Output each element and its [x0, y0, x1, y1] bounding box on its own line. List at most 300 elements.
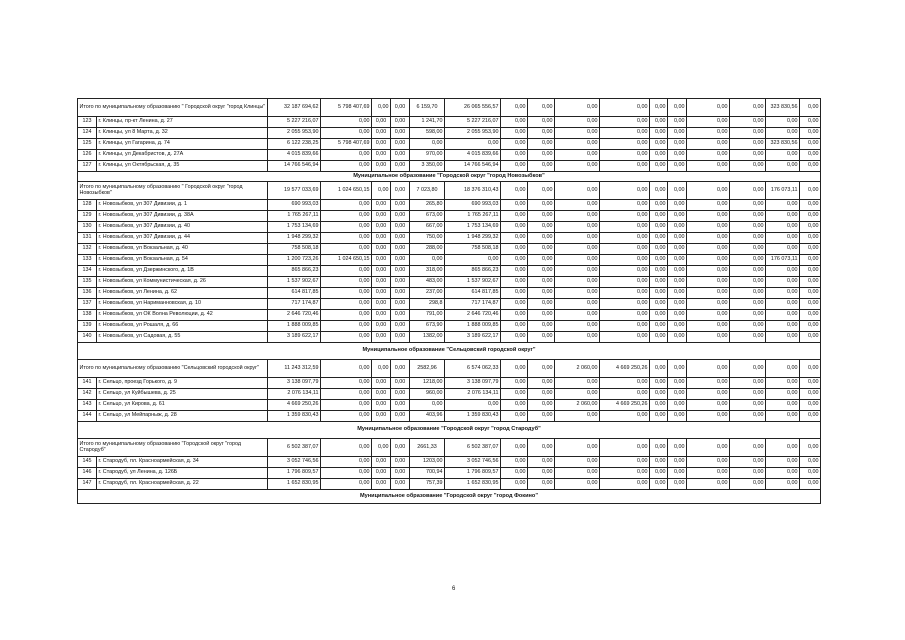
value-cell: 0,00 — [372, 255, 391, 266]
value-cell: 0,00 — [687, 400, 730, 411]
capital-repair-table — [77, 98, 821, 504]
value-cell: 0,00 — [730, 332, 766, 343]
total-cell: 0,00 — [730, 439, 766, 457]
value-cell: 318,00 — [410, 266, 445, 277]
value-cell: 0,00 — [600, 266, 650, 277]
value-cell: 0,00 — [410, 139, 445, 150]
value-cell: 0,00 — [800, 244, 821, 255]
section-total-row — [78, 182, 821, 200]
value-cell: 0,00 — [600, 128, 650, 139]
value-cell: 0,00 — [501, 200, 528, 211]
row-number: 128 — [78, 200, 97, 211]
value-cell: 0,00 — [600, 211, 650, 222]
total-cell: 7 023,80 — [410, 182, 445, 200]
value-cell: 0,00 — [321, 288, 372, 299]
value-cell: 0,00 — [528, 277, 555, 288]
value-cell: 1 241,70 — [410, 117, 445, 128]
total-cell: 0,00 — [528, 360, 555, 378]
row-number: 137 — [78, 299, 97, 310]
value-cell: 0,00 — [501, 161, 528, 172]
total-cell: 0,00 — [372, 99, 391, 117]
value-cell: 0,00 — [372, 139, 391, 150]
table-row — [78, 222, 821, 233]
value-cell: 0,00 — [730, 277, 766, 288]
value-cell: 0,00 — [800, 332, 821, 343]
value-cell: 0,00 — [687, 332, 730, 343]
total-cell: 5 798 407,69 — [321, 99, 372, 117]
value-cell: 0,00 — [600, 479, 650, 490]
value-cell: 0,00 — [650, 266, 668, 277]
value-cell: 0,00 — [372, 389, 391, 400]
section-heading: Муниципальное образование "Городской округ "город Фокино" — [78, 490, 821, 504]
row-number: 145 — [78, 457, 97, 468]
value-cell: 0,00 — [730, 321, 766, 332]
value-cell: 0,00 — [321, 468, 372, 479]
value-cell: 0,00 — [321, 128, 372, 139]
value-cell: 0,00 — [730, 389, 766, 400]
value-cell: 0,00 — [391, 277, 410, 288]
value-cell: 0,00 — [555, 222, 600, 233]
value-cell: 0,00 — [650, 321, 668, 332]
value-cell: 0,00 — [687, 468, 730, 479]
row-number: 147 — [78, 479, 97, 490]
value-cell: 0,00 — [445, 255, 501, 266]
value-cell: 0,00 — [668, 222, 687, 233]
value-cell: 0,00 — [391, 299, 410, 310]
value-cell: 0,00 — [555, 479, 600, 490]
total-cell: 2661,33 — [410, 439, 445, 457]
section-total-row — [78, 99, 821, 117]
value-cell: 0,00 — [321, 299, 372, 310]
row-number: 125 — [78, 139, 97, 150]
value-cell: 614 817,85 — [445, 288, 501, 299]
value-cell: 0,00 — [410, 255, 445, 266]
table-row — [78, 117, 821, 128]
value-cell: 0,00 — [800, 457, 821, 468]
value-cell: 0,00 — [555, 389, 600, 400]
value-cell: 0,00 — [501, 150, 528, 161]
value-cell: 1 652 830,95 — [268, 479, 321, 490]
value-cell: 0,00 — [650, 233, 668, 244]
total-cell: 0,00 — [600, 439, 650, 457]
value-cell: 0,00 — [650, 255, 668, 266]
value-cell: 0,00 — [528, 117, 555, 128]
value-cell: 0,00 — [687, 266, 730, 277]
value-cell: 323 830,56 — [766, 139, 800, 150]
value-cell: 0,00 — [687, 211, 730, 222]
address-cell: г. Новозыбков, ул Вокзальная, д. 54 — [97, 255, 268, 266]
total-cell: 0,00 — [687, 439, 730, 457]
total-cell: 0,00 — [555, 99, 600, 117]
value-cell: 0,00 — [766, 266, 800, 277]
row-number: 124 — [78, 128, 97, 139]
value-cell: 970,00 — [410, 150, 445, 161]
value-cell: 0,00 — [528, 479, 555, 490]
value-cell: 0,00 — [321, 222, 372, 233]
value-cell: 0,00 — [555, 378, 600, 389]
value-cell: 0,00 — [687, 255, 730, 266]
value-cell: 0,00 — [528, 233, 555, 244]
value-cell: 0,00 — [687, 117, 730, 128]
value-cell: 0,00 — [372, 211, 391, 222]
value-cell: 0,00 — [528, 310, 555, 321]
value-cell: 0,00 — [766, 288, 800, 299]
total-cell: 0,00 — [800, 439, 821, 457]
address-cell: г. Новозыбков, ул Садовая, д. 55 — [97, 332, 268, 343]
value-cell: 0,00 — [528, 332, 555, 343]
value-cell: 0,00 — [730, 150, 766, 161]
total-cell: 0,00 — [668, 360, 687, 378]
value-cell: 14 766 546,94 — [445, 161, 501, 172]
total-cell: 0,00 — [687, 99, 730, 117]
value-cell: 0,00 — [730, 244, 766, 255]
row-number: 126 — [78, 150, 97, 161]
value-cell: 0,00 — [321, 479, 372, 490]
value-cell: 0,00 — [668, 378, 687, 389]
value-cell: 0,00 — [501, 299, 528, 310]
value-cell: 0,00 — [766, 468, 800, 479]
value-cell: 0,00 — [600, 288, 650, 299]
total-cell: 2582,96 — [410, 360, 445, 378]
total-label: Итого по муниципальному образованию "Сельцовский городской округ" — [78, 360, 268, 378]
value-cell: 1 765 267,11 — [445, 211, 501, 222]
value-cell: 0,00 — [730, 411, 766, 422]
total-cell: 0,00 — [668, 182, 687, 200]
address-cell: г. Клинцы, ул Гагарина, д. 74 — [97, 139, 268, 150]
value-cell: 1 753 134,69 — [268, 222, 321, 233]
table-row — [78, 139, 821, 150]
table-body — [78, 99, 821, 504]
value-cell: 0,00 — [687, 479, 730, 490]
total-cell: 0,00 — [391, 99, 410, 117]
value-cell: 0,00 — [501, 233, 528, 244]
value-cell: 0,00 — [321, 211, 372, 222]
value-cell: 0,00 — [391, 321, 410, 332]
total-cell: 0,00 — [528, 182, 555, 200]
total-cell: 6 502 387,07 — [445, 439, 501, 457]
value-cell: 0,00 — [730, 117, 766, 128]
value-cell: 0,00 — [600, 277, 650, 288]
value-cell: 0,00 — [321, 400, 372, 411]
table-row — [78, 200, 821, 211]
value-cell: 673,90 — [410, 321, 445, 332]
value-cell: 0,00 — [391, 389, 410, 400]
value-cell: 0,00 — [650, 128, 668, 139]
value-cell: 0,00 — [687, 233, 730, 244]
value-cell: 0,00 — [766, 389, 800, 400]
value-cell: 0,00 — [800, 161, 821, 172]
address-cell: г. Новозыбков, ул Нариманновская, д. 10 — [97, 299, 268, 310]
value-cell: 0,00 — [372, 233, 391, 244]
value-cell: 0,00 — [668, 128, 687, 139]
value-cell: 0,00 — [800, 266, 821, 277]
value-cell: 0,00 — [501, 400, 528, 411]
value-cell: 483,00 — [410, 277, 445, 288]
value-cell: 0,00 — [600, 389, 650, 400]
value-cell: 0,00 — [555, 128, 600, 139]
value-cell: 0,00 — [668, 244, 687, 255]
value-cell: 0,00 — [528, 128, 555, 139]
value-cell: 0,00 — [800, 310, 821, 321]
value-cell: 0,00 — [528, 211, 555, 222]
value-cell: 0,00 — [372, 200, 391, 211]
value-cell: 0,00 — [445, 400, 501, 411]
value-cell: 0,00 — [600, 244, 650, 255]
value-cell: 0,00 — [650, 222, 668, 233]
value-cell: 1 796 809,57 — [268, 468, 321, 479]
value-cell: 265,80 — [410, 200, 445, 211]
value-cell: 0,00 — [650, 277, 668, 288]
value-cell: 0,00 — [321, 266, 372, 277]
value-cell: 0,00 — [372, 150, 391, 161]
value-cell: 0,00 — [501, 222, 528, 233]
total-cell: 0,00 — [555, 439, 600, 457]
value-cell: 0,00 — [321, 233, 372, 244]
value-cell: 0,00 — [730, 288, 766, 299]
value-cell: 0,00 — [391, 378, 410, 389]
total-cell: 0,00 — [372, 182, 391, 200]
value-cell: 0,00 — [528, 200, 555, 211]
total-cell: 0,00 — [650, 182, 668, 200]
value-cell: 1218,00 — [410, 378, 445, 389]
total-cell: 0,00 — [501, 360, 528, 378]
value-cell: 0,00 — [555, 233, 600, 244]
value-cell: 0,00 — [687, 128, 730, 139]
value-cell: 0,00 — [555, 211, 600, 222]
value-cell: 0,00 — [321, 389, 372, 400]
table-row — [78, 150, 821, 161]
value-cell: 0,00 — [650, 457, 668, 468]
value-cell: 0,00 — [687, 277, 730, 288]
section-total-row — [78, 439, 821, 457]
value-cell: 0,00 — [668, 400, 687, 411]
value-cell: 0,00 — [766, 161, 800, 172]
value-cell: 865 866,23 — [445, 266, 501, 277]
value-cell: 403,96 — [410, 411, 445, 422]
value-cell: 0,00 — [391, 244, 410, 255]
row-number: 130 — [78, 222, 97, 233]
value-cell: 0,00 — [555, 299, 600, 310]
value-cell: 0,00 — [730, 255, 766, 266]
value-cell: 0,00 — [528, 378, 555, 389]
value-cell: 0,00 — [501, 244, 528, 255]
total-label: Итого по муниципальному образованию "Городской округ "город Стародуб" — [78, 439, 268, 457]
value-cell: 0,00 — [372, 332, 391, 343]
value-cell: 1 765 267,11 — [268, 211, 321, 222]
total-cell: 0,00 — [800, 360, 821, 378]
value-cell: 0,00 — [391, 468, 410, 479]
value-cell: 0,00 — [372, 288, 391, 299]
address-cell: г. Новозыбков, ул 307 Дивизии, д. 1 — [97, 200, 268, 211]
value-cell: 0,00 — [372, 400, 391, 411]
row-number: 135 — [78, 277, 97, 288]
address-cell: г. Клинцы, пр-кт Ленина, д. 27 — [97, 117, 268, 128]
value-cell: 0,00 — [321, 310, 372, 321]
value-cell: 5 227 216,07 — [268, 117, 321, 128]
value-cell: 0,00 — [372, 161, 391, 172]
value-cell: 0,00 — [372, 117, 391, 128]
value-cell: 0,00 — [600, 321, 650, 332]
table-row — [78, 411, 821, 422]
value-cell: 4 015 839,66 — [268, 150, 321, 161]
section-heading-row — [78, 172, 821, 182]
address-cell: г. Новозыбков, ул Рошаля, д. 66 — [97, 321, 268, 332]
value-cell: 0,00 — [668, 310, 687, 321]
value-cell: 0,00 — [600, 233, 650, 244]
address-cell: г. Стародуб, пл. Красноармейская, д. 34 — [97, 457, 268, 468]
total-cell: 0,00 — [391, 439, 410, 457]
value-cell: 0,00 — [501, 211, 528, 222]
value-cell: 2 646 720,46 — [268, 310, 321, 321]
value-cell: 0,00 — [555, 288, 600, 299]
value-cell: 3 350,00 — [410, 161, 445, 172]
value-cell: 0,00 — [501, 139, 528, 150]
value-cell: 0,00 — [766, 200, 800, 211]
address-cell: г. Клинцы, ул Декабристов, д. 27А — [97, 150, 268, 161]
value-cell: 0,00 — [668, 161, 687, 172]
row-number: 139 — [78, 321, 97, 332]
value-cell: 0,00 — [528, 255, 555, 266]
value-cell: 0,00 — [501, 255, 528, 266]
value-cell: 0,00 — [321, 244, 372, 255]
value-cell: 0,00 — [766, 117, 800, 128]
row-number: 132 — [78, 244, 97, 255]
value-cell: 0,00 — [600, 299, 650, 310]
row-number: 123 — [78, 117, 97, 128]
value-cell: 1 024 650,15 — [321, 255, 372, 266]
table-row — [78, 288, 821, 299]
value-cell: 4 669 250,26 — [600, 400, 650, 411]
value-cell: 0,00 — [668, 277, 687, 288]
row-number: 140 — [78, 332, 97, 343]
table-row — [78, 161, 821, 172]
value-cell: 0,00 — [600, 200, 650, 211]
value-cell: 0,00 — [687, 310, 730, 321]
value-cell: 0,00 — [650, 150, 668, 161]
value-cell: 0,00 — [766, 233, 800, 244]
value-cell: 0,00 — [501, 277, 528, 288]
value-cell: 0,00 — [528, 389, 555, 400]
address-cell: г. Сельцо, ул Кирова, д. 61 — [97, 400, 268, 411]
value-cell: 0,00 — [501, 378, 528, 389]
total-cell: 0,00 — [501, 439, 528, 457]
table-row — [78, 233, 821, 244]
value-cell: 0,00 — [372, 468, 391, 479]
value-cell: 0,00 — [800, 139, 821, 150]
value-cell: 0,00 — [501, 310, 528, 321]
value-cell: 3 138 097,79 — [268, 378, 321, 389]
table-row — [78, 479, 821, 490]
value-cell: 1 652 830,95 — [445, 479, 501, 490]
value-cell: 0,00 — [650, 378, 668, 389]
total-cell: 1 024 650,15 — [321, 182, 372, 200]
value-cell: 0,00 — [668, 321, 687, 332]
value-cell: 0,00 — [528, 288, 555, 299]
total-cell: 0,00 — [650, 99, 668, 117]
total-cell: 19 577 033,69 — [268, 182, 321, 200]
total-cell: 0,00 — [730, 182, 766, 200]
total-cell: 0,00 — [600, 99, 650, 117]
total-cell: 0,00 — [687, 360, 730, 378]
value-cell: 0,00 — [555, 457, 600, 468]
value-cell: 0,00 — [668, 389, 687, 400]
value-cell: 0,00 — [800, 150, 821, 161]
value-cell: 0,00 — [766, 321, 800, 332]
value-cell: 0,00 — [668, 299, 687, 310]
value-cell: 0,00 — [650, 389, 668, 400]
value-cell: 0,00 — [321, 321, 372, 332]
total-cell: 0,00 — [391, 182, 410, 200]
address-cell: г. Новозыбков, ул 307 Дивизии, д. 40 — [97, 222, 268, 233]
value-cell: 0,00 — [600, 468, 650, 479]
section-heading: Муниципальное образование "Городской округ "город Новозыбков" — [78, 172, 821, 182]
value-cell: 0,00 — [730, 310, 766, 321]
value-cell: 0,00 — [687, 150, 730, 161]
row-number: 142 — [78, 389, 97, 400]
value-cell: 0,00 — [600, 332, 650, 343]
total-cell: 176 073,11 — [766, 182, 800, 200]
row-number: 127 — [78, 161, 97, 172]
value-cell: 0,00 — [321, 332, 372, 343]
total-cell: 0,00 — [501, 182, 528, 200]
value-cell: 0,00 — [650, 288, 668, 299]
value-cell: 1 359 830,43 — [445, 411, 501, 422]
row-number: 141 — [78, 378, 97, 389]
value-cell: 4 015 839,66 — [445, 150, 501, 161]
row-number: 131 — [78, 233, 97, 244]
total-cell: 6 574 062,33 — [445, 360, 501, 378]
value-cell: 0,00 — [321, 411, 372, 422]
value-cell: 0,00 — [687, 389, 730, 400]
row-number: 134 — [78, 266, 97, 277]
table-row — [78, 400, 821, 411]
value-cell: 0,00 — [321, 200, 372, 211]
section-heading-row — [78, 490, 821, 504]
value-cell: 0,00 — [600, 161, 650, 172]
total-cell: 32 187 694,62 — [268, 99, 321, 117]
value-cell: 0,00 — [600, 411, 650, 422]
value-cell: 2 076 134,11 — [445, 389, 501, 400]
value-cell: 3 138 097,79 — [445, 378, 501, 389]
value-cell: 667,00 — [410, 222, 445, 233]
value-cell: 0,00 — [391, 128, 410, 139]
value-cell: 0,00 — [730, 222, 766, 233]
total-cell: 0,00 — [800, 99, 821, 117]
total-cell: 0,00 — [391, 360, 410, 378]
row-number: 144 — [78, 411, 97, 422]
value-cell: 0,00 — [766, 150, 800, 161]
value-cell: 0,00 — [410, 400, 445, 411]
value-cell: 3 189 622,17 — [445, 332, 501, 343]
value-cell: 0,00 — [650, 310, 668, 321]
value-cell: 0,00 — [766, 310, 800, 321]
value-cell: 0,00 — [391, 332, 410, 343]
value-cell: 0,00 — [800, 299, 821, 310]
address-cell: г. Стародуб, ул Ленина, д. 126Б — [97, 468, 268, 479]
total-cell: 6 159,70 — [410, 99, 445, 117]
value-cell: 0,00 — [391, 161, 410, 172]
total-label: Итого по муниципальному образованию " Городской округ "город Новозыбков" — [78, 182, 268, 200]
value-cell: 0,00 — [766, 457, 800, 468]
section-heading-row — [78, 343, 821, 360]
value-cell: 0,00 — [600, 117, 650, 128]
value-cell: 960,00 — [410, 389, 445, 400]
value-cell: 0,00 — [668, 233, 687, 244]
value-cell: 0,00 — [555, 150, 600, 161]
value-cell: 0,00 — [321, 117, 372, 128]
total-cell: 0,00 — [501, 99, 528, 117]
value-cell: 0,00 — [600, 222, 650, 233]
